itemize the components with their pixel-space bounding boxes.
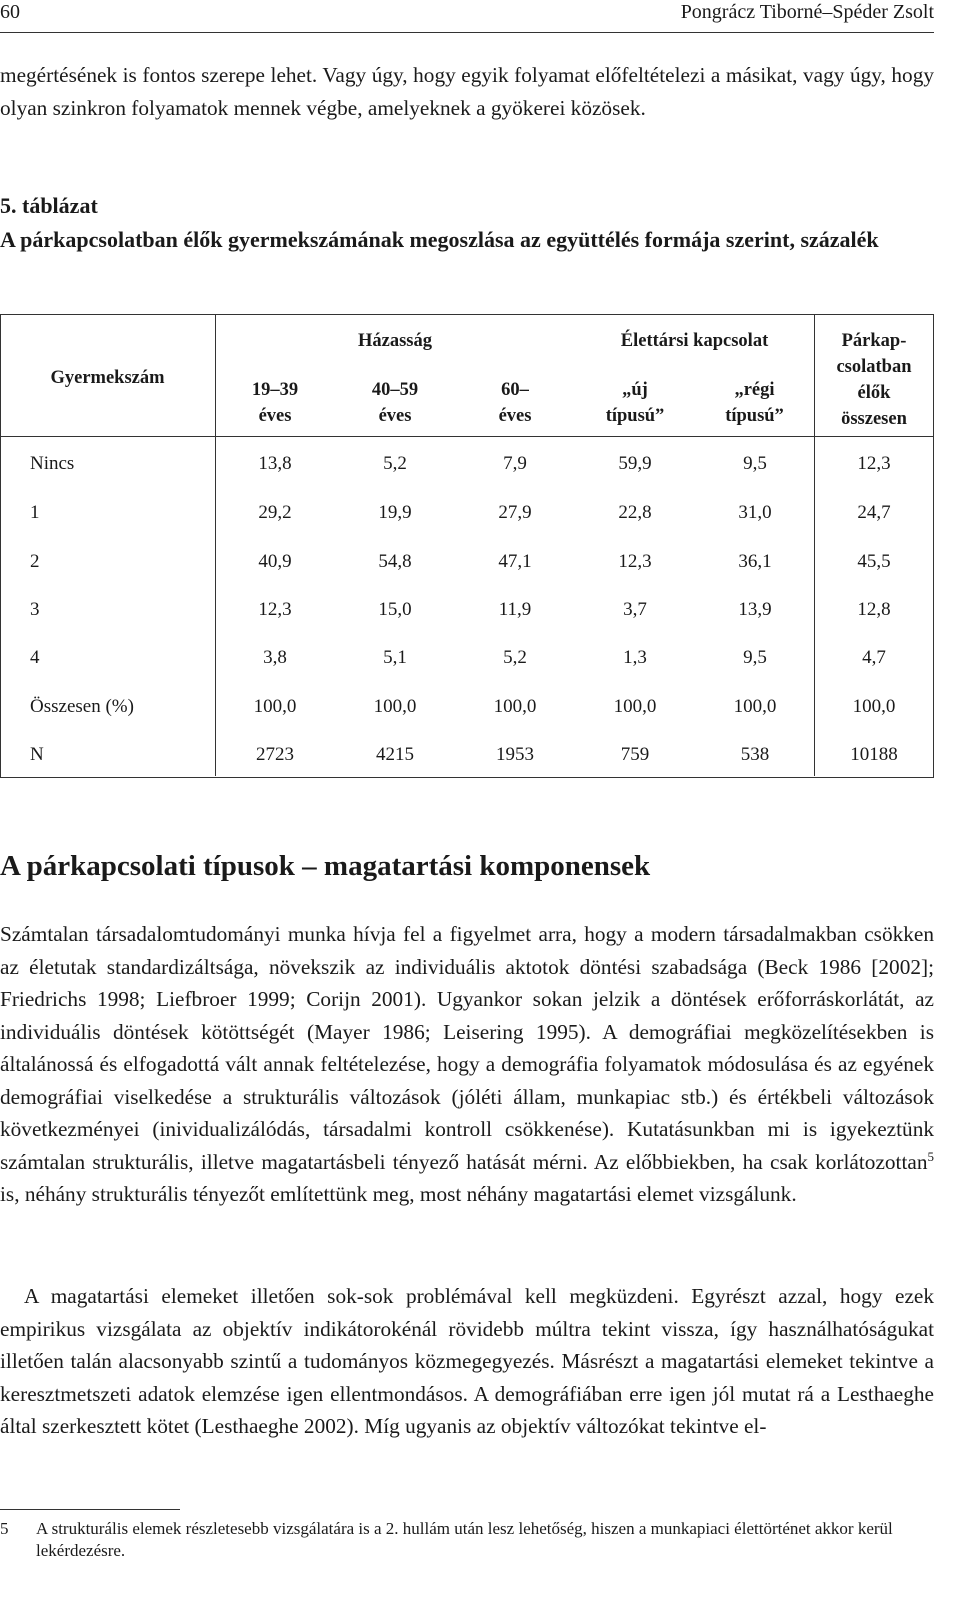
table-cell: 11,9: [498, 599, 532, 620]
table-cell: 100,0: [373, 696, 417, 717]
header-col-5-line1: „régi: [734, 380, 775, 400]
header-col-4-line1: „új: [622, 380, 648, 400]
header-col-5-line2: típusú”: [725, 406, 784, 426]
table-cell: 100,0: [613, 696, 657, 717]
table-cell: 19,9: [378, 502, 412, 523]
page-number: 60: [0, 1, 20, 23]
table-cell: 9,5: [743, 453, 767, 474]
header-col-3: [455, 377, 575, 429]
row-label: Összesen (%): [30, 696, 134, 717]
table-cell: 40,9: [258, 551, 292, 572]
table-cell: 45,5: [857, 551, 891, 572]
table-cell: 3,8: [263, 647, 287, 668]
row-label: N: [30, 744, 44, 765]
table-cell: 12,8: [857, 599, 891, 620]
table-cell: 36,1: [738, 551, 772, 572]
table-row: [0, 538, 934, 586]
header-col-total-line1: Párkap-: [841, 331, 907, 351]
header-gyermekszam: Gyermekszám: [50, 368, 165, 388]
header-col-2: [335, 377, 455, 429]
header-col-2-line2: éves: [378, 406, 412, 426]
table-cell: 29,2: [258, 502, 292, 523]
table-row: [0, 440, 934, 488]
header-col-5: [695, 377, 814, 429]
table-cell: 4,7: [862, 647, 886, 668]
header-col-4: [575, 377, 695, 429]
table-title: A párkapcsolatban élők gyermekszámának megoszlása az együttélés formája szerint, százalék: [0, 227, 879, 252]
header-col-2-line1: 40–59: [371, 380, 419, 400]
table-cell: 538: [740, 744, 770, 765]
header-col-1-line1: 19–39: [251, 380, 299, 400]
table-cell: 10188: [850, 744, 898, 765]
body-paragraph-1: [0, 918, 934, 1211]
table-cell: 3,7: [623, 599, 647, 620]
table-cell: 12,3: [857, 453, 891, 474]
table-cell: 27,9: [498, 502, 532, 523]
table-row: [0, 634, 934, 682]
body-paragraph-2: A magatartási elemeket illetően sok-sok problémával kell megküzdeni. Egyrészt azzal, hogy ezek empirikus vizsgálata az objektív indikátorokénál rövidebb múltra tekint vissza, így használhatóságukat illetően talán alacsonyabb szintű a tudományos közmegegyezés. Másrészt a magatartási elemeket tekintve a keresztmetszeti adatok elemzése igen ellentmondásos. A demográfiában erre igen jól mutat rá a Lesthaeghe által szerkesztett kötet (Lesthaeghe 2002). Míg ugyanis az objektív változókat tekintve el-: [0, 1284, 934, 1438]
table-row: [0, 586, 934, 634]
table-cell: 4215: [376, 744, 414, 765]
header-col-3-line2: éves: [498, 406, 532, 426]
table-cell: 54,8: [378, 551, 412, 572]
table-row: [0, 489, 934, 537]
table-number: 5. táblázat: [0, 193, 98, 218]
table-cell: 9,5: [743, 647, 767, 668]
body-paragraph-1-text: Számtalan társadalomtudományi munka hívja fel a figyelmet arra, hogy a modern társadalmakban csökken az életutak standardizáltsága, növekszik az individuális aktotok döntési szabadsága (Beck 1986 [2002]; Friedrichs 1998; Liefbroer 1999; Corijn 2001). Ugyankor sokan jelzik a döntések erőforráskorlátát, az individuális döntések kötöttségét (Mayer 1986; Leisering 1995). A demográfiai megközelítésekben is általánossá és elfogadottá vált annak feltételezése, hogy a demográfia folyamatok módosulása és az egyének demográfiai viselkedése a strukturális változások (jóléti állam, munkapiac stb.) és értékbeli változások következményei (inividualizálódás, társadalmi kontroll csökkenése). Kutatásunkban mi is igyekeztünk számtalan strukturális, illetve magatartásbeli tényező hatását mérni. Az előbbiekben, ha csak korlátozottan: [0, 922, 934, 1174]
table-cell: 13,8: [258, 453, 292, 474]
header-col-4-line2: típusú”: [605, 406, 665, 426]
header-col-1: [215, 377, 335, 429]
table-cell: 15,0: [378, 599, 412, 620]
table-cell: 1953: [496, 744, 534, 765]
header-col-total-line3: élők: [857, 383, 891, 403]
row-label: 1: [30, 502, 40, 523]
intro-paragraph: megértésének is fontos szerepe lehet. Vagy úgy, hogy egyik folyamat előfeltételezi a másikat, vagy úgy, hogy olyan szinkron folyamatok mennek végbe, amelyeknek a gyökerei közösek.: [0, 63, 934, 120]
table-cell: 5,2: [503, 647, 527, 668]
header-group-marriage: Házasság: [358, 331, 432, 351]
header-col-3-line1: 60–: [501, 380, 529, 400]
header-col-total: [814, 328, 934, 432]
table-cell: 12,3: [618, 551, 652, 572]
table-cell: 24,7: [857, 502, 891, 523]
header-col-total-line4: összesen: [841, 409, 907, 429]
footnote-text: A strukturális elemek részletesebb vizsgálatára is a 2. hullám után lesz lehetőség, hiszen a munkapiaci élettörténet akkor kerül lekérdezésre.: [36, 1519, 893, 1560]
section-title: A párkapcsolati típusok – magatartási komponensek: [0, 850, 651, 882]
table-row: [0, 731, 934, 779]
table-row: [0, 683, 934, 731]
body-paragraph-1-end: is, néhány strukturális tényezőt említettünk meg, most néhány magatartási elemet vizsgálunk.: [0, 1182, 797, 1206]
table-cell: 100,0: [493, 696, 537, 717]
footnote-rule: [0, 1509, 180, 1510]
row-label: 3: [30, 599, 40, 620]
row-label: Nincs: [30, 453, 75, 474]
table-cell: 12,3: [258, 599, 292, 620]
table-cell: 31,0: [738, 502, 772, 523]
footnote-number: 5: [0, 1519, 9, 1538]
row-label: 2: [30, 551, 40, 572]
table-cell: 1,3: [623, 647, 647, 668]
footnote-reference[interactable]: 5: [927, 1148, 934, 1164]
table-cell: 5,1: [383, 647, 407, 668]
table-cell: 2723: [256, 744, 294, 765]
table-cell: 13,9: [738, 599, 772, 620]
table-cell: 22,8: [618, 502, 652, 523]
header-group-cohab: Élettársi kapcsolat: [620, 331, 769, 351]
table-header-rule: [0, 436, 934, 437]
table-cell: 5,2: [383, 453, 407, 474]
table-cell: 47,1: [498, 551, 532, 572]
header-col-total-line2: csolatban: [836, 357, 912, 377]
table-cell: 100,0: [733, 696, 777, 717]
running-authors: Pongrácz Tiborné–Spéder Zsolt: [680, 1, 934, 23]
table-cell: 759: [620, 744, 650, 765]
running-header: [0, 0, 934, 33]
table-cell: 100,0: [253, 696, 297, 717]
table-cell: 59,9: [618, 453, 652, 474]
header-col-1-line2: éves: [258, 406, 292, 426]
table-cell: 7,9: [503, 453, 527, 474]
table-cell: 100,0: [852, 696, 896, 717]
row-label: 4: [30, 647, 40, 668]
